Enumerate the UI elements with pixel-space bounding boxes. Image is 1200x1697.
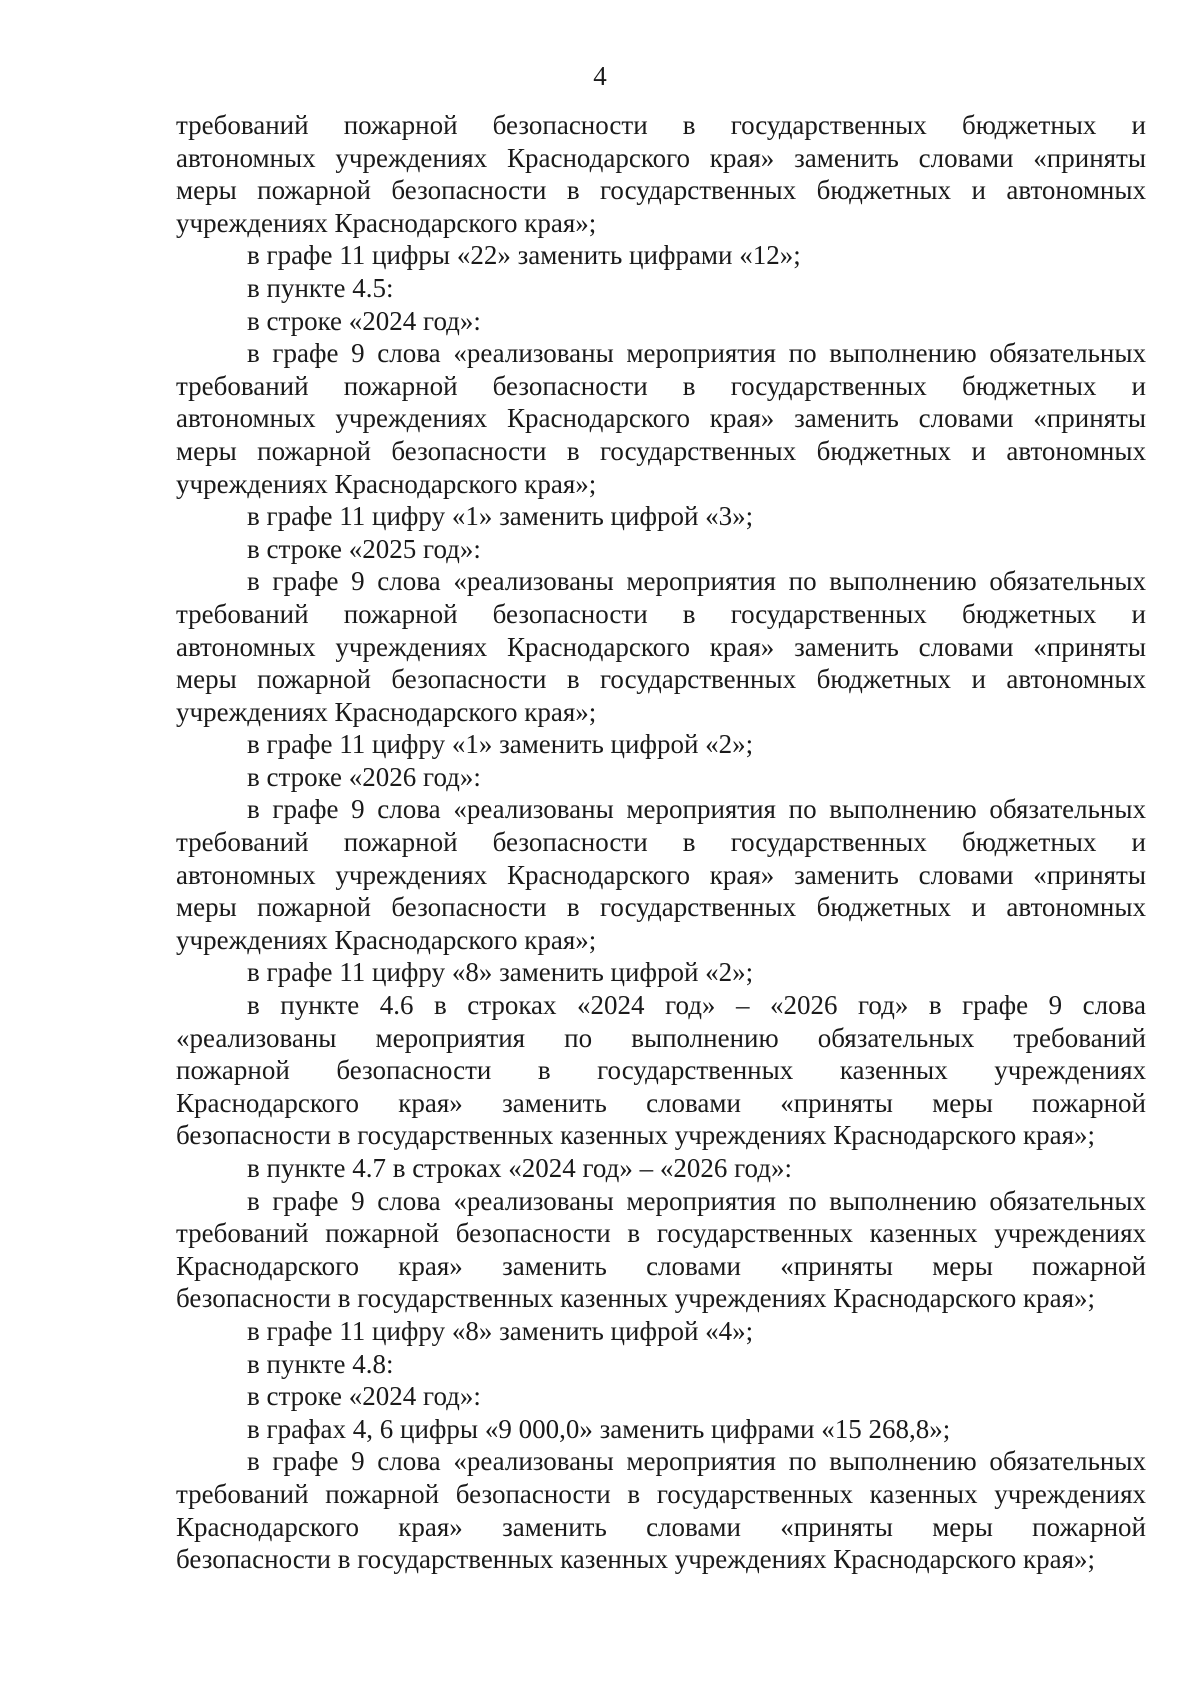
text-line: в графе 11 цифру «8» заменить цифрой «2»; [247, 957, 754, 988]
text-line: в графах 4, 6 цифры «9 000,0» заменить цифрами «15 268,8»; [247, 1413, 951, 1444]
text-line: требований пожарной безопасности в государственных бюджетных и [176, 598, 1146, 629]
text-line: безопасности в государственных казенных учреждениях Краснодарского края»; [176, 1544, 1096, 1575]
text-line: в строке «2024 год»: [247, 1381, 481, 1412]
text-line: в строке «2025 год»: [247, 533, 481, 564]
text-line: в графе 9 слова «реализованы мероприятия по выполнению обязательных [247, 566, 1146, 597]
page-number: 4 [593, 61, 607, 91]
text-line: «реализованы мероприятия по выполнению обязательных требований [176, 1022, 1146, 1053]
text-line: требований пожарной безопасности в государственных бюджетных и [176, 370, 1146, 401]
text-line: автономных учреждениях Краснодарского края» заменить словами «приняты [176, 142, 1146, 173]
text-line: Краснодарского края» заменить словами «приняты меры пожарной [176, 1511, 1146, 1542]
text-line: автономных учреждениях Краснодарского края» заменить словами «приняты [176, 631, 1146, 662]
text-line: в пункте 4.6 в строках «2024 год» – «2026 год» в графе 9 слова [247, 990, 1146, 1021]
text-line: в пункте 4.5: [247, 272, 394, 303]
text-line: автономных учреждениях Краснодарского края» заменить словами «приняты [176, 859, 1146, 890]
text-line: в строке «2024 год»: [247, 305, 481, 336]
text-line: требований пожарной безопасности в государственных бюджетных и [176, 110, 1146, 140]
text-line: в графе 9 слова «реализованы мероприятия по выполнению обязательных [247, 1185, 1146, 1216]
text-line: в графе 9 слова «реализованы мероприятия по выполнению обязательных [247, 1446, 1146, 1477]
text-line: учреждениях Краснодарского края»; [176, 207, 597, 238]
text-line: в графе 11 цифру «1» заменить цифрой «3»; [247, 501, 754, 532]
text-line: в графе 9 слова «реализованы мероприятия по выполнению обязательных [247, 338, 1146, 369]
text-line: Краснодарского края» заменить словами «приняты меры пожарной [176, 1250, 1146, 1281]
text-line: в графе 11 цифры «22» заменить цифрами «12»; [247, 240, 801, 271]
text-line: пожарной безопасности в государственных казенных учреждениях [176, 1055, 1146, 1086]
text-line: в пункте 4.7 в строках «2024 год» – «2026 год»: [247, 1153, 792, 1183]
text-line: в пункте 4.8: [247, 1348, 394, 1379]
text-line: безопасности в государственных казенных учреждениях Краснодарского края»; [176, 1120, 1096, 1151]
text-line: в графе 11 цифру «1» заменить цифрой «2»; [247, 729, 754, 760]
text-line: учреждениях Краснодарского края»; [176, 924, 597, 955]
text-line: учреждениях Краснодарского края»; [176, 468, 597, 499]
text-line: требований пожарной безопасности в государственных казенных учреждениях [176, 1478, 1146, 1509]
text-line: меры пожарной безопасности в государственных бюджетных и автономных [176, 664, 1146, 695]
text-line: учреждениях Краснодарского края»; [176, 696, 597, 727]
text-line: безопасности в государственных казенных учреждениях Краснодарского края»; [176, 1283, 1096, 1314]
text-line: требований пожарной безопасности в государственных казенных учреждениях [176, 1218, 1146, 1249]
document-body [176, 109, 1146, 1576]
text-line: требований пожарной безопасности в государственных бюджетных и [176, 827, 1146, 858]
text-line: автономных учреждениях Краснодарского края» заменить словами «приняты [176, 403, 1146, 434]
text-line: меры пожарной безопасности в государственных бюджетных и автономных [176, 435, 1146, 466]
text-line: в графе 11 цифру «8» заменить цифрой «4»; [247, 1315, 754, 1346]
text-line: Краснодарского края» заменить словами «приняты меры пожарной [176, 1087, 1146, 1118]
text-line: в строке «2026 год»: [247, 761, 481, 792]
text-line: в графе 9 слова «реализованы мероприятия по выполнению обязательных [247, 794, 1146, 825]
text-line: меры пожарной безопасности в государственных бюджетных и автономных [176, 892, 1146, 923]
text-line: меры пожарной безопасности в государственных бюджетных и автономных [176, 175, 1146, 206]
